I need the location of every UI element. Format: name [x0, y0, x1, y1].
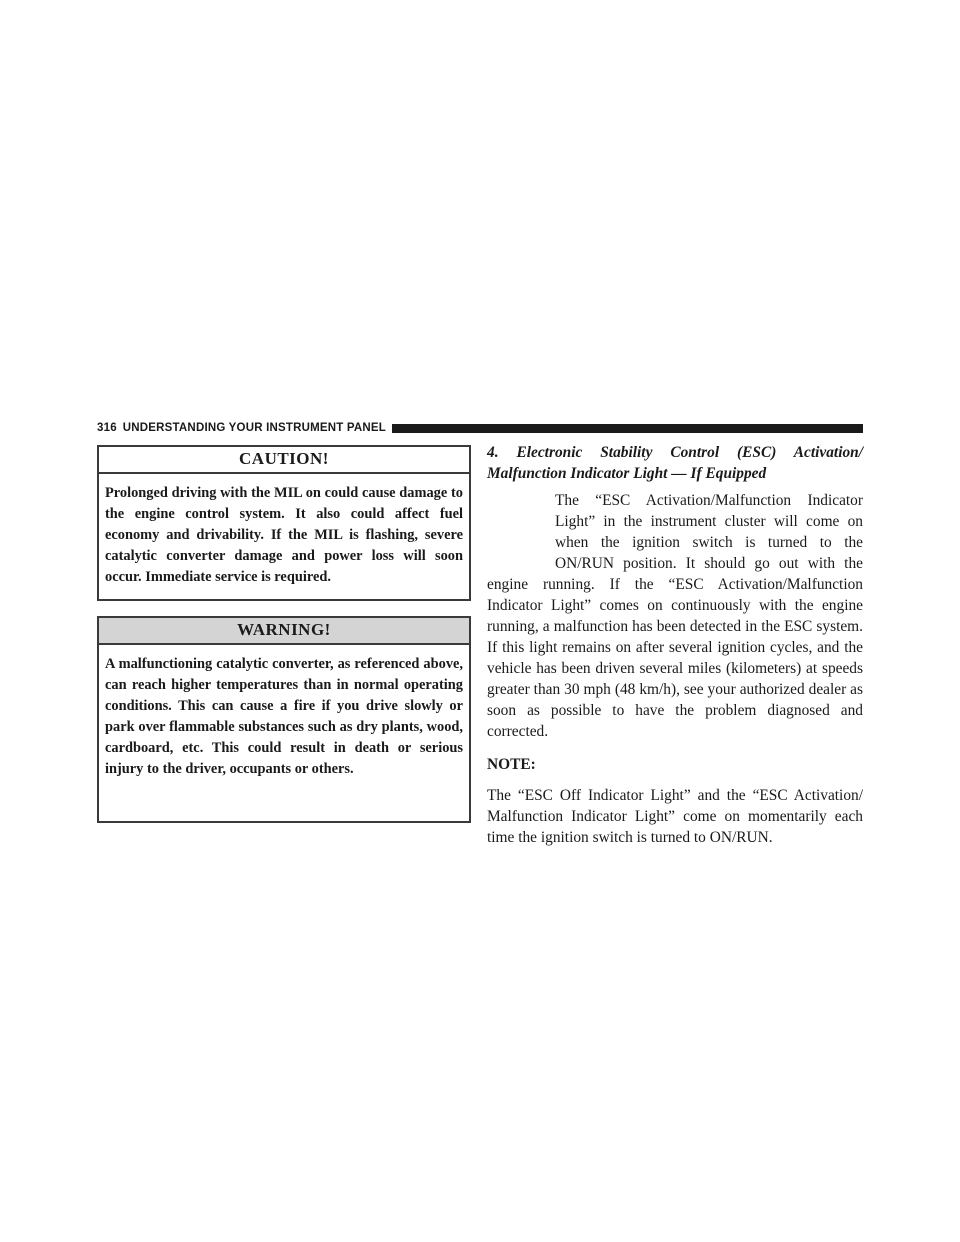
- esc-heading: 4. Electronic Stability Control (ESC) Activation/ Malfunction Indicator Light — If Equipped: [487, 444, 863, 482]
- header-rule: [392, 424, 863, 433]
- warning-text: A malfunctioning catalytic converter, as referenced above, can reach higher temperatures than in normal operating conditions. This can cause a fire if you drive slowly or park over flammable substances such as dry plants, wood, cardboard, etc. This could result in death or serious injury to the driver, occupants or others.: [105, 656, 463, 777]
- esc-indicator-icon: [487, 490, 555, 574]
- esc-paragraph: The “ESC Activation/Malfunction Indicator Light” in the instrument cluster will come on when the ignition switch is turned to the ON/RUN position. It should go out with the engine running. If the “ESC Activation/Malfunction Indicator Light” comes on continuously with the engine running, a malfunction has been detected in the ESC system. If this light remains on after several ignition cycles, and the vehicle has been driven several miles (kilometers) at speeds greater than 30 mph (48 km/h), see your authorized dealer as soon as possible to have the problem diagnosed and corrected.: [487, 492, 863, 740]
- esc-section: [487, 442, 863, 848]
- warning-box: [97, 616, 471, 823]
- section-title: UNDERSTANDING YOUR INSTRUMENT PANEL: [122, 422, 386, 434]
- caution-title: CAUTION!: [99, 447, 469, 474]
- page-header: [97, 420, 863, 436]
- warning-title: WARNING!: [99, 618, 469, 645]
- note-label: NOTE:: [487, 756, 536, 773]
- note-text: The “ESC Off Indicator Light” and the “ESC Activation/ Malfunction Indicator Light” come on momentarily each time the ignition switch is turned to ON/RUN.: [487, 787, 863, 846]
- page-number: 316: [97, 422, 117, 434]
- caution-box: [97, 445, 471, 601]
- caution-text: Prolonged driving with the MIL on could cause damage to the engine control system. It also could affect fuel economy and drivability. If the MIL is flashing, severe catalytic converter damage and power loss will soon occur. Immediate service is required.: [105, 485, 463, 585]
